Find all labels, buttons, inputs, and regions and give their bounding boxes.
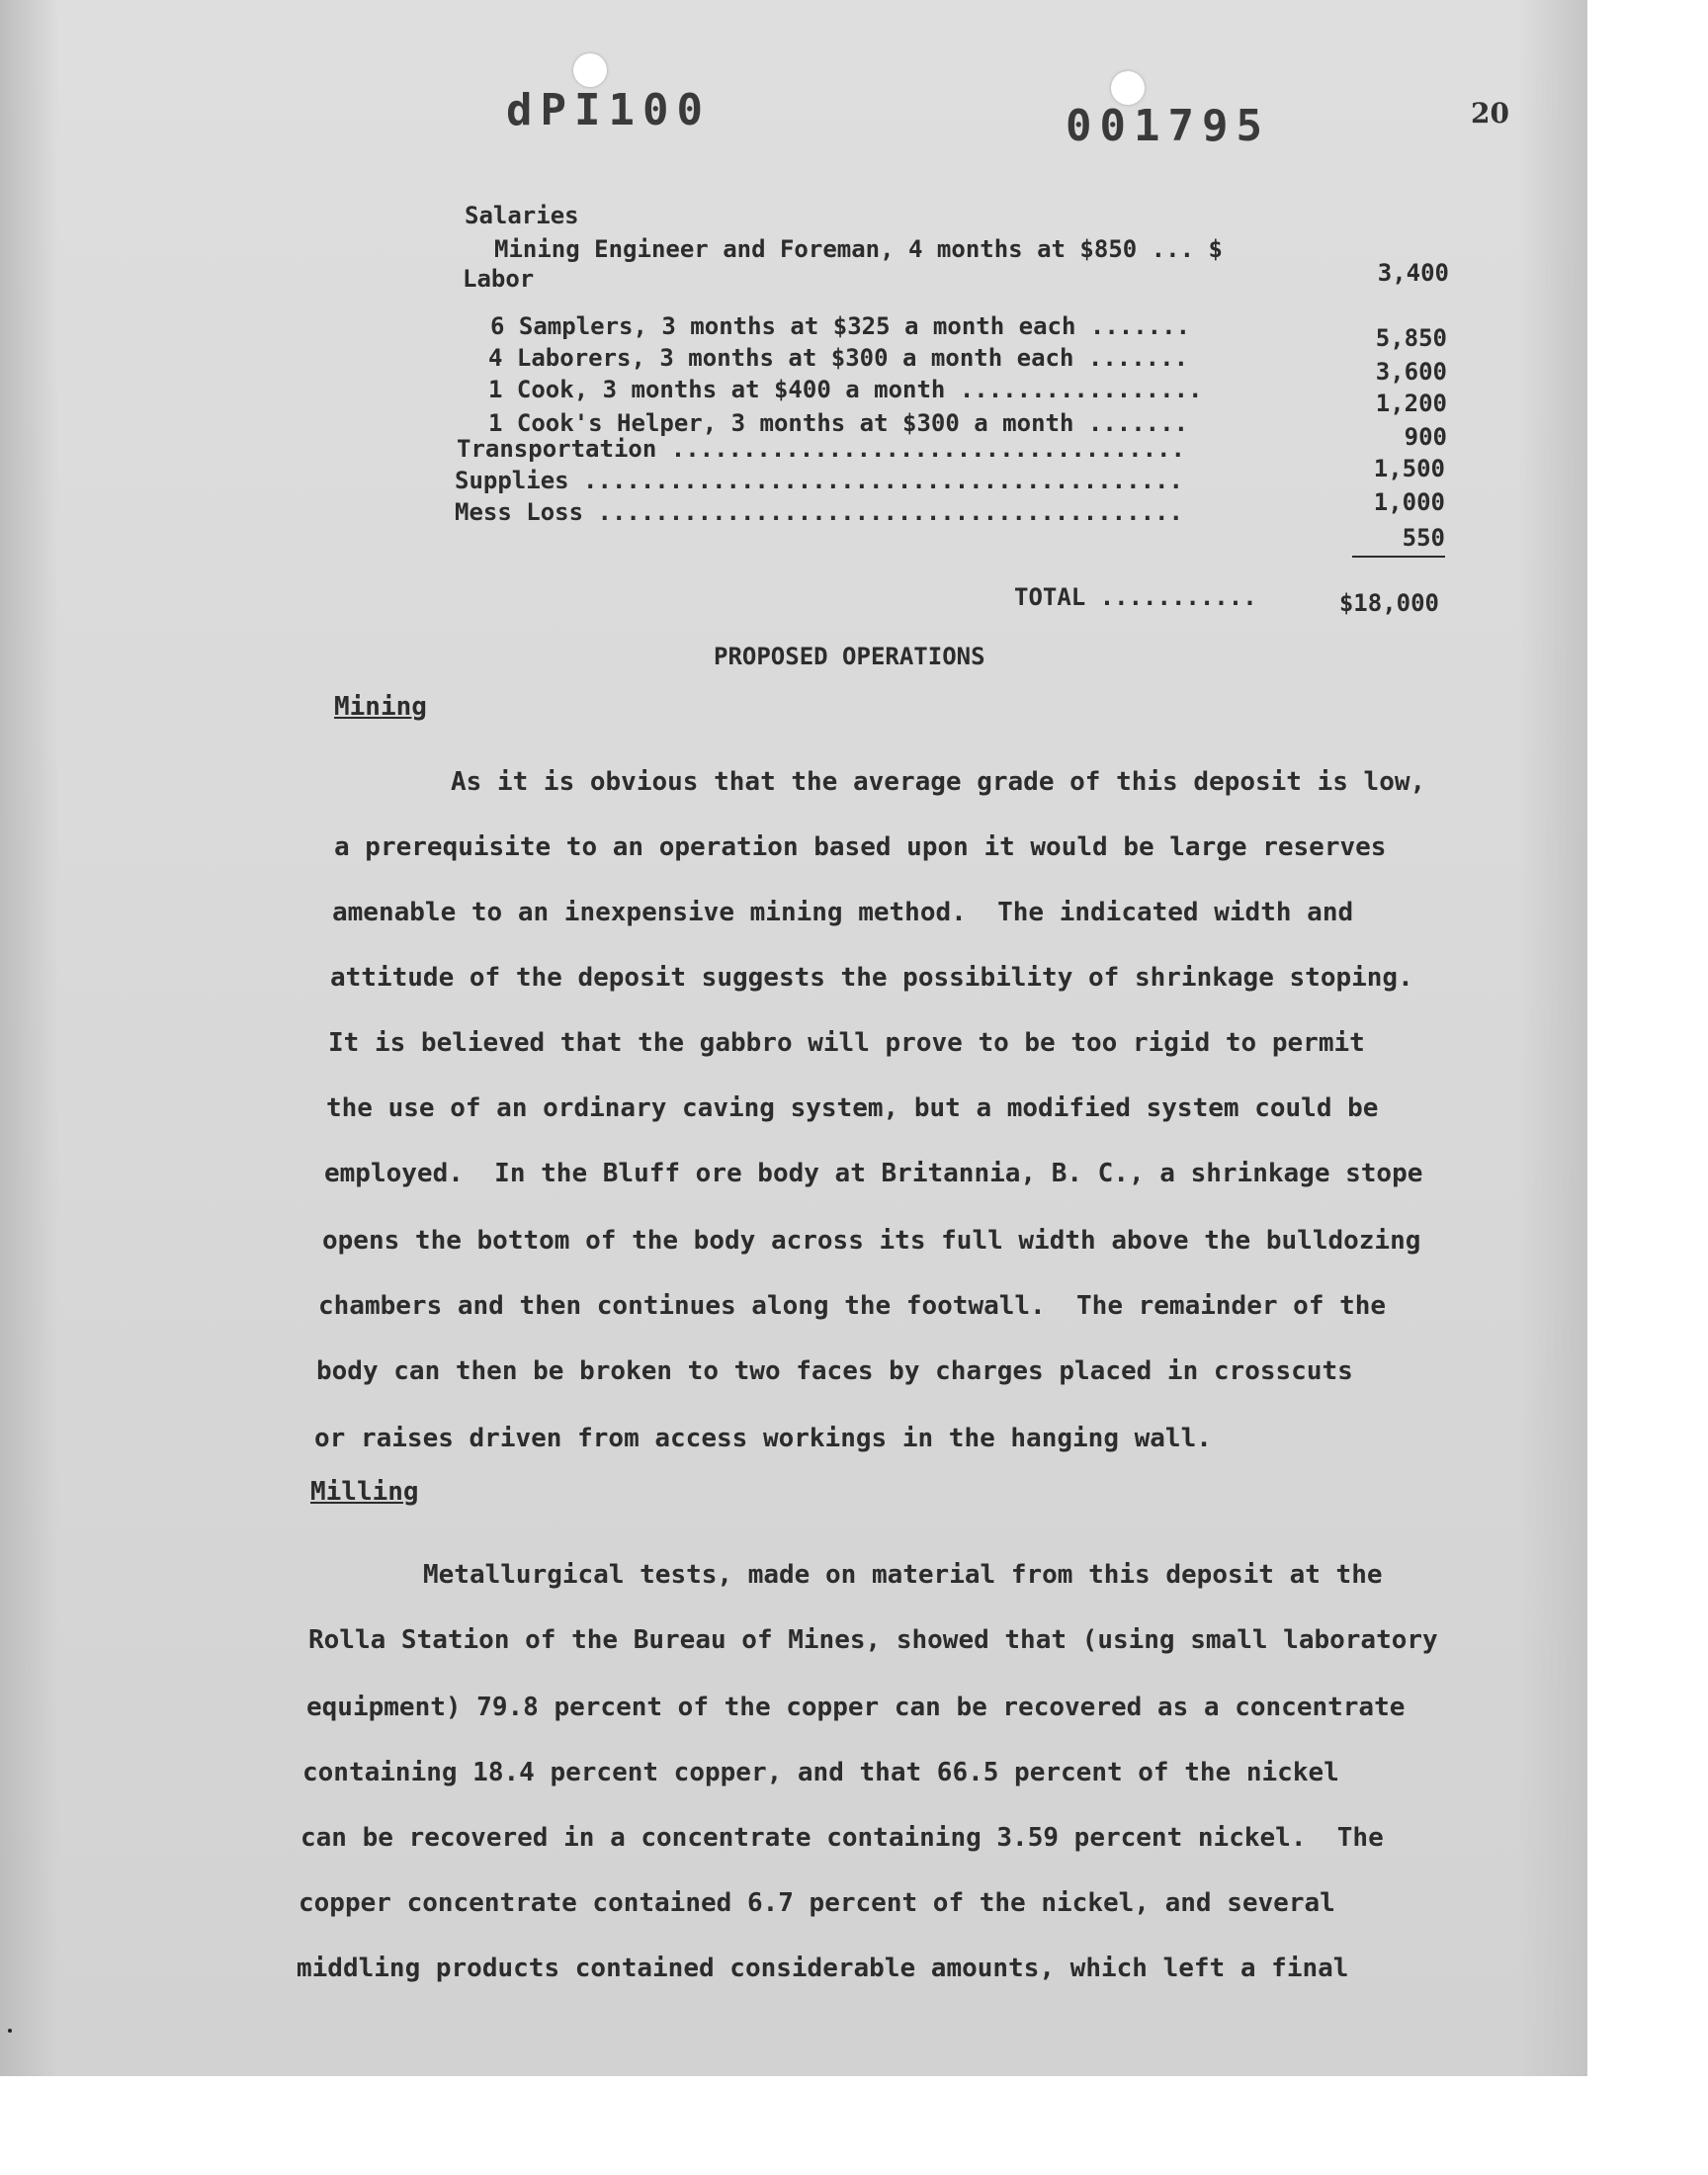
milling-line: Metallurgical tests, made on material from this deposit at the [423,1560,1383,1590]
budget-item-label: 1 Cook's Helper, 3 months at $300 a month ....... [488,409,1189,437]
mining-line: chambers and then continues along the footwall. The remainder of the [318,1291,1387,1321]
budget-item-amount: 550 [1402,524,1445,552]
budget-item-label: Transportation .................................... [457,435,1185,463]
mining-heading: Mining [334,692,427,722]
punch-hole-left [573,53,607,87]
milling-line: can be recovered in a concentrate containing 3.59 percent nickel. The [300,1823,1384,1853]
mining-line: It is believed that the gabbro will prove to be too rigid to permit [328,1028,1365,1058]
budget-item-amount: 3,600 [1375,358,1447,386]
milling-line: containing 18.4 percent copper, and that 66.5 percent of the nickel [302,1758,1339,1787]
milling-heading: Milling [310,1477,419,1507]
budget-item-label: Mess Loss ......................................... [455,498,1183,526]
mining-line: As it is obvious that the average grade of this deposit is low, [451,767,1426,797]
mining-line: or raises driven from access workings in the hanging wall. [314,1424,1212,1453]
total-label: TOTAL ........... [1014,583,1257,611]
milling-line: middling products contained considerable amounts, which left a final [297,1954,1349,1983]
milling-line: copper concentrate contained 6.7 percent of the nickel, and several [299,1888,1335,1918]
milling-line: Rolla Station of the Bureau of Mines, showed that (using small laboratory [308,1625,1438,1655]
total-amount: $18,000 [1338,589,1439,617]
labor-heading: Labor [463,265,535,293]
budget-item-amount: 1,000 [1373,488,1445,516]
budget-item-amount: 1,500 [1373,455,1445,482]
scan-speck [8,2029,12,2033]
budget-item-label: Mining Engineer and Foreman, 4 months at $850 ... $ [494,235,1223,263]
mining-line: attitude of the deposit suggests the possibility of shrinkage stoping. [330,963,1413,993]
mining-line: amenable to an inexpensive mining method. The indicated width and [332,898,1354,927]
budget-item-label: 6 Samplers, 3 months at $325 a month each ....... [490,312,1191,340]
stamp-left: dPI100 [506,85,711,135]
milling-line: equipment) 79.8 percent of the copper can be recovered as a concentrate [306,1693,1406,1722]
budget-item-amount: 3,400 [1377,259,1449,287]
stamp-right: 001795 [1066,101,1270,151]
budget-item-label: 1 Cook, 3 months at $400 a month ................. [488,376,1203,403]
page-number: 20 [1471,97,1509,130]
section-title: PROPOSED OPERATIONS [714,643,985,670]
salaries-heading: Salaries [465,202,579,229]
total-underline [1352,556,1445,558]
budget-item-amount: 1,200 [1375,390,1447,417]
mining-line: the use of an ordinary caving system, but a modified system could be [326,1093,1379,1123]
punch-hole-right [1111,71,1145,105]
mining-line: a prerequisite to an operation based upon it would be large reserves [334,832,1387,862]
budget-item-label: Supplies .......................................... [455,467,1183,494]
mining-line: opens the bottom of the body across its full width above the bulldozing [322,1226,1421,1256]
mining-line: body can then be broken to two faces by charges placed in crosscuts [316,1356,1353,1386]
budget-item-amount: 5,850 [1375,324,1447,352]
mining-line: employed. In the Bluff ore body at Britannia, B. C., a shrinkage stope [324,1159,1423,1188]
budget-item-amount: 900 [1404,423,1447,451]
budget-item-label: 4 Laborers, 3 months at $300 a month each ....... [488,344,1189,372]
